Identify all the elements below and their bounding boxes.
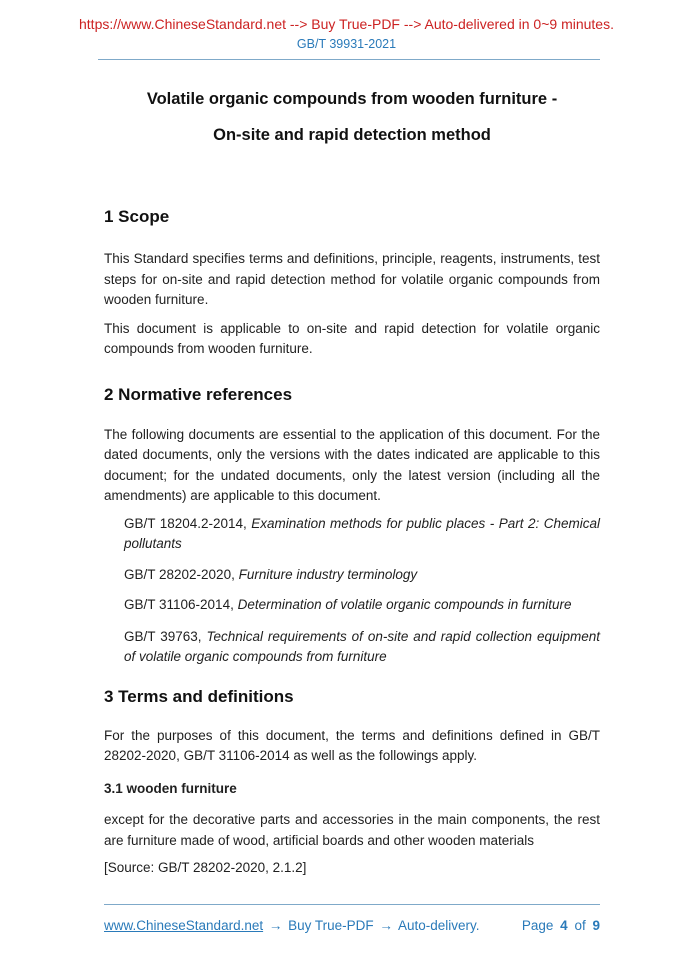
reference-item xyxy=(104,514,600,555)
header-promo-text: https://www.ChineseStandard.net --> Buy True-PDF --> Auto-delivered in 0~9 minutes. xyxy=(79,16,614,32)
reference-title: Technical requirements of on-site and rapid collection equipment of volatile organic compounds from furniture xyxy=(124,628,600,664)
footer-delivery-label: Auto-delivery. xyxy=(397,918,480,933)
document-title-line2: On-site and rapid detection method xyxy=(213,126,491,144)
term-3-1-source: [Source: GB/T 28202-2020, 2.1.2] xyxy=(104,860,307,875)
term-3-1-definition: except for the decorative parts and accessories in the main components, the rest are furniture made of wood, artificial boards and other wooden materials xyxy=(104,812,600,848)
header-standard-code: GB/T 39931-2021 xyxy=(296,37,397,51)
section-heading-scope: 1 Scope xyxy=(104,207,170,226)
page-of-label: of xyxy=(574,918,586,933)
reference-item xyxy=(104,595,600,616)
footer-site-link[interactable]: www.ChineseStandard.net xyxy=(104,918,264,933)
page-current-number: 4 xyxy=(560,918,568,933)
reference-code: GB/T 18204.2-2014, xyxy=(124,515,247,531)
document-content xyxy=(0,88,693,879)
footer-buy-label: Buy True-PDF xyxy=(288,918,374,933)
footer-promo-line xyxy=(104,916,481,935)
header-divider xyxy=(98,59,600,60)
page-indicator xyxy=(519,916,600,935)
page-total-number: 9 xyxy=(592,918,600,933)
reference-code: GB/T 31106-2014, xyxy=(124,597,234,612)
scope-paragraph-1: This Standard specifies terms and definitions, principle, reagents, instruments, test steps for on-site and rapid detection method for volatile organic compounds from wooden furniture. xyxy=(104,251,600,307)
document-title-line1: Volatile organic compounds from wooden furniture - xyxy=(146,90,558,108)
reference-item xyxy=(104,565,600,586)
reference-code: GB/T 28202-2020, xyxy=(124,566,235,582)
reference-code: GB/T 39763, xyxy=(124,628,202,644)
section-heading-normative-references: 2 Normative references xyxy=(104,384,293,404)
reference-title: Examination methods for public places - Part 2: Chemical pollutants xyxy=(124,515,600,551)
scope-paragraph-2: This document is applicable to on-site and rapid detection for volatile organic compounds from wooden furniture. xyxy=(104,320,600,356)
terms-intro-paragraph: For the purposes of this document, the terms and definitions defined in GB/T 28202-2020, GB/T 31106-2014 as well as the followings apply. xyxy=(104,727,600,763)
reference-item xyxy=(104,627,600,668)
arrow-right-icon: → xyxy=(268,918,283,933)
arrow-right-icon: → xyxy=(379,918,393,933)
page-footer xyxy=(104,904,600,935)
section-heading-terms-definitions: 3 Terms and definitions xyxy=(104,686,294,706)
term-3-1-heading: 3.1 wooden furniture xyxy=(104,780,237,796)
page-label: Page xyxy=(521,918,554,933)
normative-intro-paragraph: The following documents are essential to the application of this document. For the dated documents, only the versions with the dates indicated are applicable to this document; for the undated documents, only the latest version (including all the amendments) are applicable to this document. xyxy=(104,426,600,503)
reference-title: Determination of volatile organic compounds in furniture xyxy=(237,597,572,612)
reference-title: Furniture industry terminology xyxy=(238,566,418,582)
